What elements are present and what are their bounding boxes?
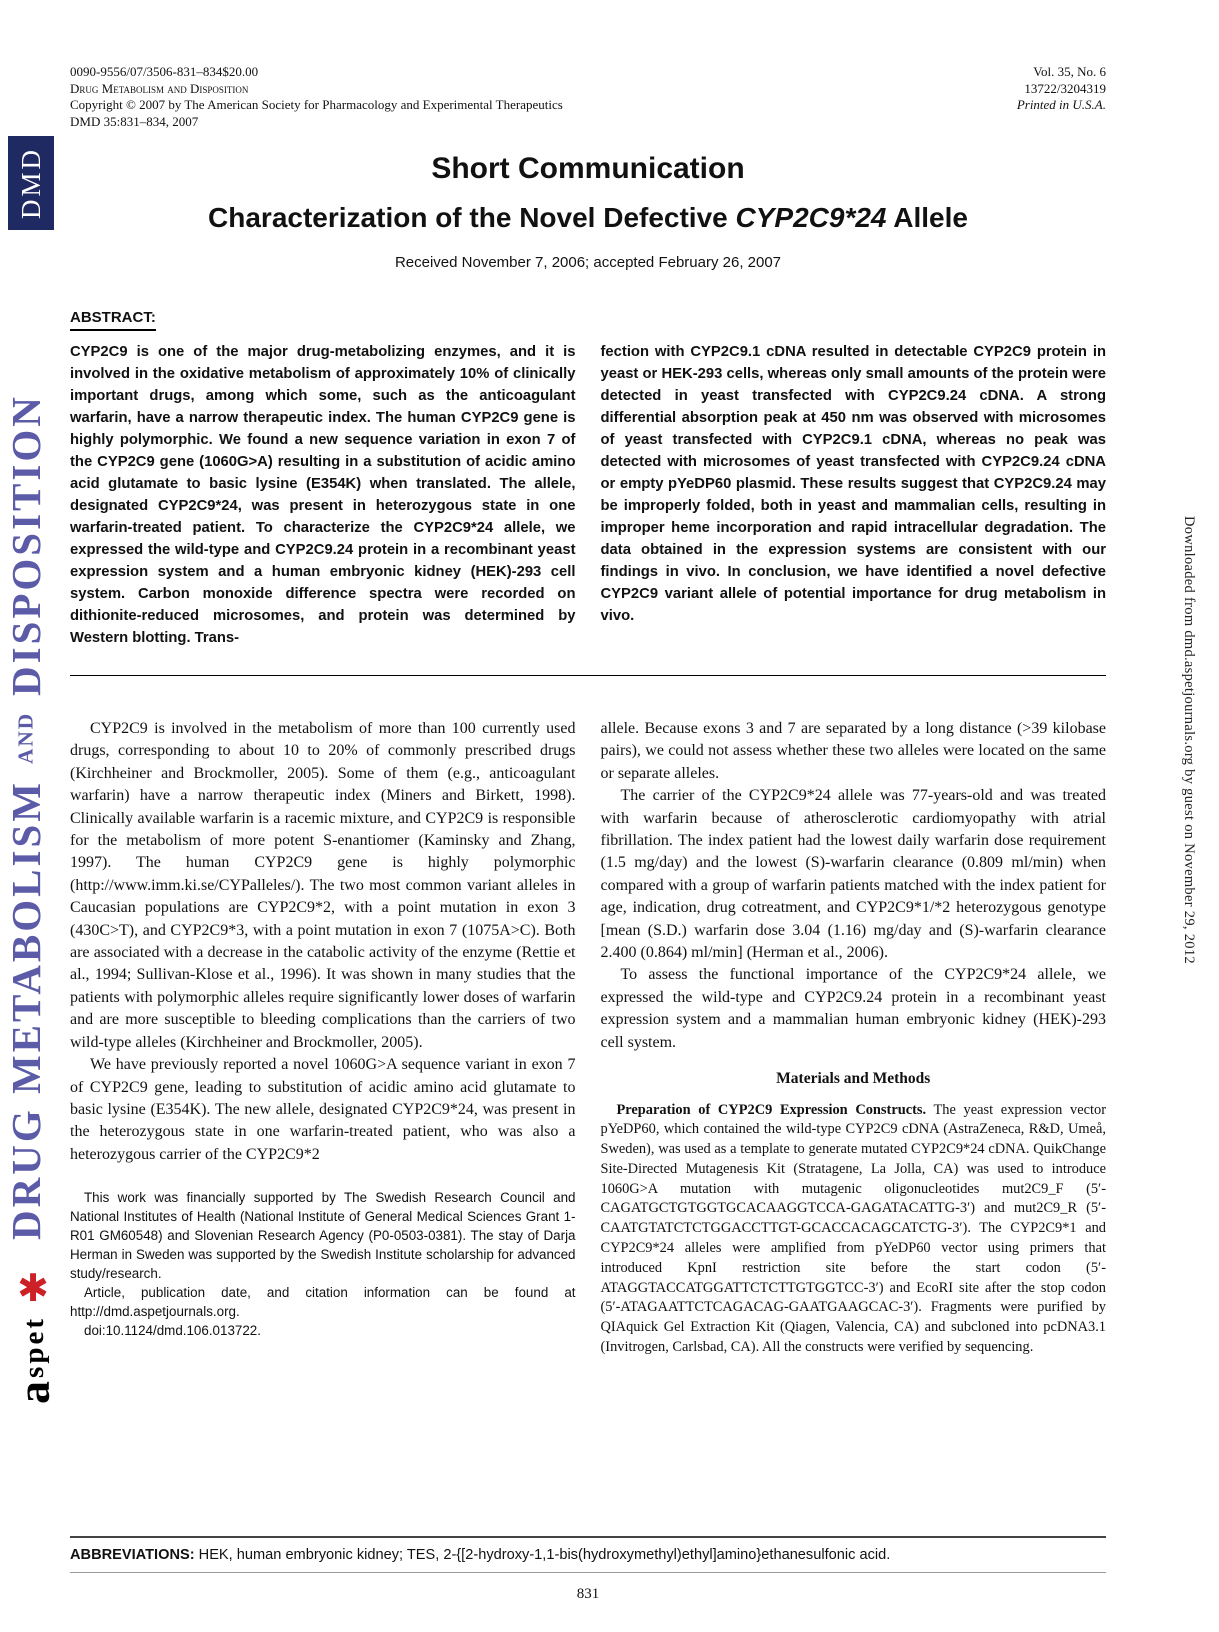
methods-heading: Materials and Methods xyxy=(776,1070,931,1088)
methods-text: The yeast expression vector pYeDP60, which contained the wild-type CYP2C9 cDNA (AstraZeneca, R&D, Umeå, Sweden), was used as a template to generate mutated CYP2C9*24 cDNA. QuikChange Site-Directed Mutagenesis Kit (Stratagene, La Jolla, CA) was used to introduce 1060G>A mutation with mutagenic oligonucleotides mut2C9_F (5′-CAGATGCTGTGGTGCACAAGGTCCA-GAGATACATTG-3′) and mut2C9_R (5′-CAATGTATCTCTGGACCTTGT-GCACCACAGCATCTG-3′). The CYP2C9*1 and CYP2C9*24 alleles were amplified from pYeDP60 vector using primers that introduced KpnI restriction site before the start codon (5′-ATAGGTACCATGGATTCTCTTGTGGTCC-3′) and EcoRI site after the stop codon (5′-ATAGAATTCTCAGACAG-GAATGAAGCAC-3′). Fragments were purified by QIAquick Gel Extraction Kit (Qiagen, Valencia, CA) and subcloned into pcDNA3.1 (Invitrogen, Carlsbad, CA). All the constructs were verified by sequencing. xyxy=(600,1101,1106,1356)
journal-name-vertical xyxy=(2,288,50,1246)
masthead-right xyxy=(1017,64,1106,130)
page-number: 831 xyxy=(576,1586,600,1602)
article-title-prefix: Characterization of the Novel Defective xyxy=(208,202,736,233)
body-paragraph: The carrier of the CYP2C9*24 allele was 77-years-old and was treated with warfarin because of atherosclerotic cardiomyopathy with atrial fibrillation. The index patient had the lowest daily warfarin dose requirement (1.5 mg/day) and the lowest (S)-warfarin clearance (0.809 ml/min) when compared with a group of warfarin patients matched with the index patient for age, indication, drug cotreatment, and CYP2C9*1/*2 heterozygous genotype [mean (S.D.) warfarin dose 3.04 (1.16) mg/day and (S)-warfarin clearance 2.400 (0.864) ml/min] (Herman et al., 2006). xyxy=(600,787,1106,962)
abbreviations-label: ABBREVIATIONS: xyxy=(70,1547,195,1563)
copyright-line: Copyright © 2007 by The American Society for Pharmacology and Experimental Therapeutics xyxy=(70,97,563,112)
abstract-divider-rule xyxy=(70,675,1106,676)
aspet-logo-text: aspet xyxy=(7,1316,59,1404)
issn-line: 0090-9556/07/3506-831–834$20.00 xyxy=(70,64,259,79)
journal-name-line: Drug Metabolism and Disposition xyxy=(70,80,249,96)
body-column-right xyxy=(601,718,1107,1358)
footnote-block xyxy=(70,1188,576,1340)
journal-name-and: AND xyxy=(13,711,38,765)
journal-name-part1: DRUG METABOLISM xyxy=(3,780,49,1240)
article-title-suffix: Allele xyxy=(886,202,968,233)
dmd-logo-text: DMD xyxy=(15,146,46,219)
abstract-column-left: CYP2C9 is one of the major drug-metabolizing enzymes, and it is involved in the oxidative metabolism of approximately 10% of clinically important drugs, among which some, such as the anticoagulant warfarin, have a narrow therapeutic index. The human CYP2C9 gene is highly polymorphic. We found a new sequence variation in exon 7 of the CYP2C9 gene (1060G>A) resulting in a substitution of acidic amino acid glutamate to basic lysine (E354K) when translated. The allele, designated CYP2C9*24, was present in heterozygous state in one warfarin-treated patient. To characterize the CYP2C9*24 allele, we expressed the wild-type and CYP2C9.24 protein in a recombinant yeast expression system and a human embryonic kidney (HEK)-293 cell system. Carbon monoxide difference spectra were recorded on dithionite-reduced microsomes, and protein was determined by Western blotting. Trans- xyxy=(70,344,576,646)
printed-line: Printed in U.S.A. xyxy=(1016,97,1106,112)
masthead-left xyxy=(70,64,563,130)
article-title xyxy=(70,202,1106,234)
footnote-doi: doi:10.1124/dmd.106.013722. xyxy=(84,1323,261,1339)
dmd-logo xyxy=(8,136,54,230)
body-paragraph: allele. Because exons 3 and 7 are separated by a long distance (>39 kilobase pairs), we could not assess whether these two alleles were located on the same or separate alleles. xyxy=(600,720,1106,782)
id-line: 13722/3204319 xyxy=(1024,80,1106,96)
masthead xyxy=(70,0,1106,130)
journal-name-part2: DISPOSITION xyxy=(3,393,49,696)
footnote-paragraph: This work was financially supported by The Swedish Research Council and National Institutes of Health (National Institute of General Medical Sciences Grant 1-R01 GM60548) and Slovenian Research Agency (P0-0503-0381). The stay of Darja Herman in Sweden was supported by the Swedish Institute scholarship for advanced study/research. xyxy=(70,1190,576,1282)
body-paragraph: We have previously reported a novel 1060G>A sequence variant in exon 7 of CYP2C9 gene, leading to substitution of acidic amino acid glutamate to basic lysine (E354K). The new allele, designated CYP2C9*24, was present in the heterozygous state in one warfarin-treated patient, who was also a heterozygous carrier of the CYP2C9*2 xyxy=(70,1056,576,1163)
volume-line: Vol. 35, No. 6 xyxy=(1033,64,1106,79)
aspet-logo xyxy=(7,1268,59,1404)
abstract-section xyxy=(70,309,1106,649)
body-paragraph: CYP2C9 is involved in the metabolism of more than 100 currently used drugs, corresponding to about 10 to 20% of commonly prescribed drugs (Kirchheiner and Brockmoller, 2005). Some of them (e.g., anticoagulant warfarin) have a narrow therapeutic index (Miners and Birkett, 1998). Clinically available warfarin is a racemic mixture, and CYP2C9 is responsible for the metabolism of more potent S-enantiomer (Kaminsky and Zhang, 1997). The human CYP2C9 gene is highly polymorphic (http://www.imm.ki.se/CYPalleles/). The two most common variant alleles in Caucasian populations are CYP2C9*2, with a point mutation in exon 3 (430C>T), and CYP2C9*3, with a point mutation in exon 7 (1075A>C). Both are associated with a decrease in the catabolic activity of the enzyme (Rettie et al., 1994; Sullivan-Klose et al., 1996). It was shown in many studies that the patients with polymorphic alleles require significantly lower doses of warfarin and are more susceptible to bleeding complications than the carriers of two wild-type alleles (Kirchheiner and Brockmoller, 2005). xyxy=(70,720,576,1051)
abbreviations-text: HEK, human embryonic kidney; TES, 2-{[2-hydroxy-1,1-bis(hydroxymethyl)ethyl]amino}ethanesulfonic acid. xyxy=(194,1547,891,1563)
body-columns xyxy=(70,718,1106,1358)
footnote-paragraph: Article, publication date, and citation information can be found at http://dmd.aspetjournals.org. xyxy=(70,1285,576,1320)
methods-lead-in: Preparation of CYP2C9 Expression Constructs. xyxy=(616,1101,927,1118)
abstract-column-right: fection with CYP2C9.1 cDNA resulted in detectable CYP2C9 protein in yeast or HEK-293 cells, whereas only small amounts of the protein were detected in yeast transfected with CYP2C9.24 cDNA. A strong differential absorption peak at 450 nm was observed with microsomes of yeast transfected with CYP2C9.1 cDNA, whereas no peak was detected with microsomes of yeast transfected with CYP2C9.24 cDNA or empty pYeDP60 plasmid. These results suggest that CYP2C9.24 may be improperly folded, both in yeast and mammalian cells, resulting in improper heme incorporation and rapid intracellular degradation. The data obtained in the expression systems are consistent with our findings in vivo. In conclusion, we have identified a novel defective CYP2C9 variant allele of potential importance for drug metabolism in vivo. xyxy=(600,344,1106,624)
download-notice-text: Downloaded from dmd.aspetjournals.org by guest on November 29, 2012 xyxy=(1181,516,1197,964)
body-paragraph: To assess the functional importance of the CYP2C9*24 allele, we expressed the wild-type and CYP2C9.24 protein in a recombinant yeast expression system and a mammalian human embryonic kidney (HEK)-293 cell system. xyxy=(600,966,1106,1051)
body-column-left xyxy=(70,718,576,1358)
received-dates: Received November 7, 2006; accepted February 26, 2007 xyxy=(394,254,782,271)
section-title: Short Communication xyxy=(431,152,745,185)
article-title-allele: CYP2C9*24 xyxy=(735,202,887,233)
citation-line: DMD 35:831–834, 2007 xyxy=(70,113,199,129)
aspet-flower-icon: ✱ xyxy=(17,1268,49,1310)
download-notice xyxy=(1180,516,1197,964)
article-body xyxy=(70,0,1106,1358)
abstract-label: ABSTRACT: xyxy=(70,309,156,331)
abbreviations-bar xyxy=(70,1536,1106,1573)
methods-paragraph xyxy=(601,1101,1107,1358)
